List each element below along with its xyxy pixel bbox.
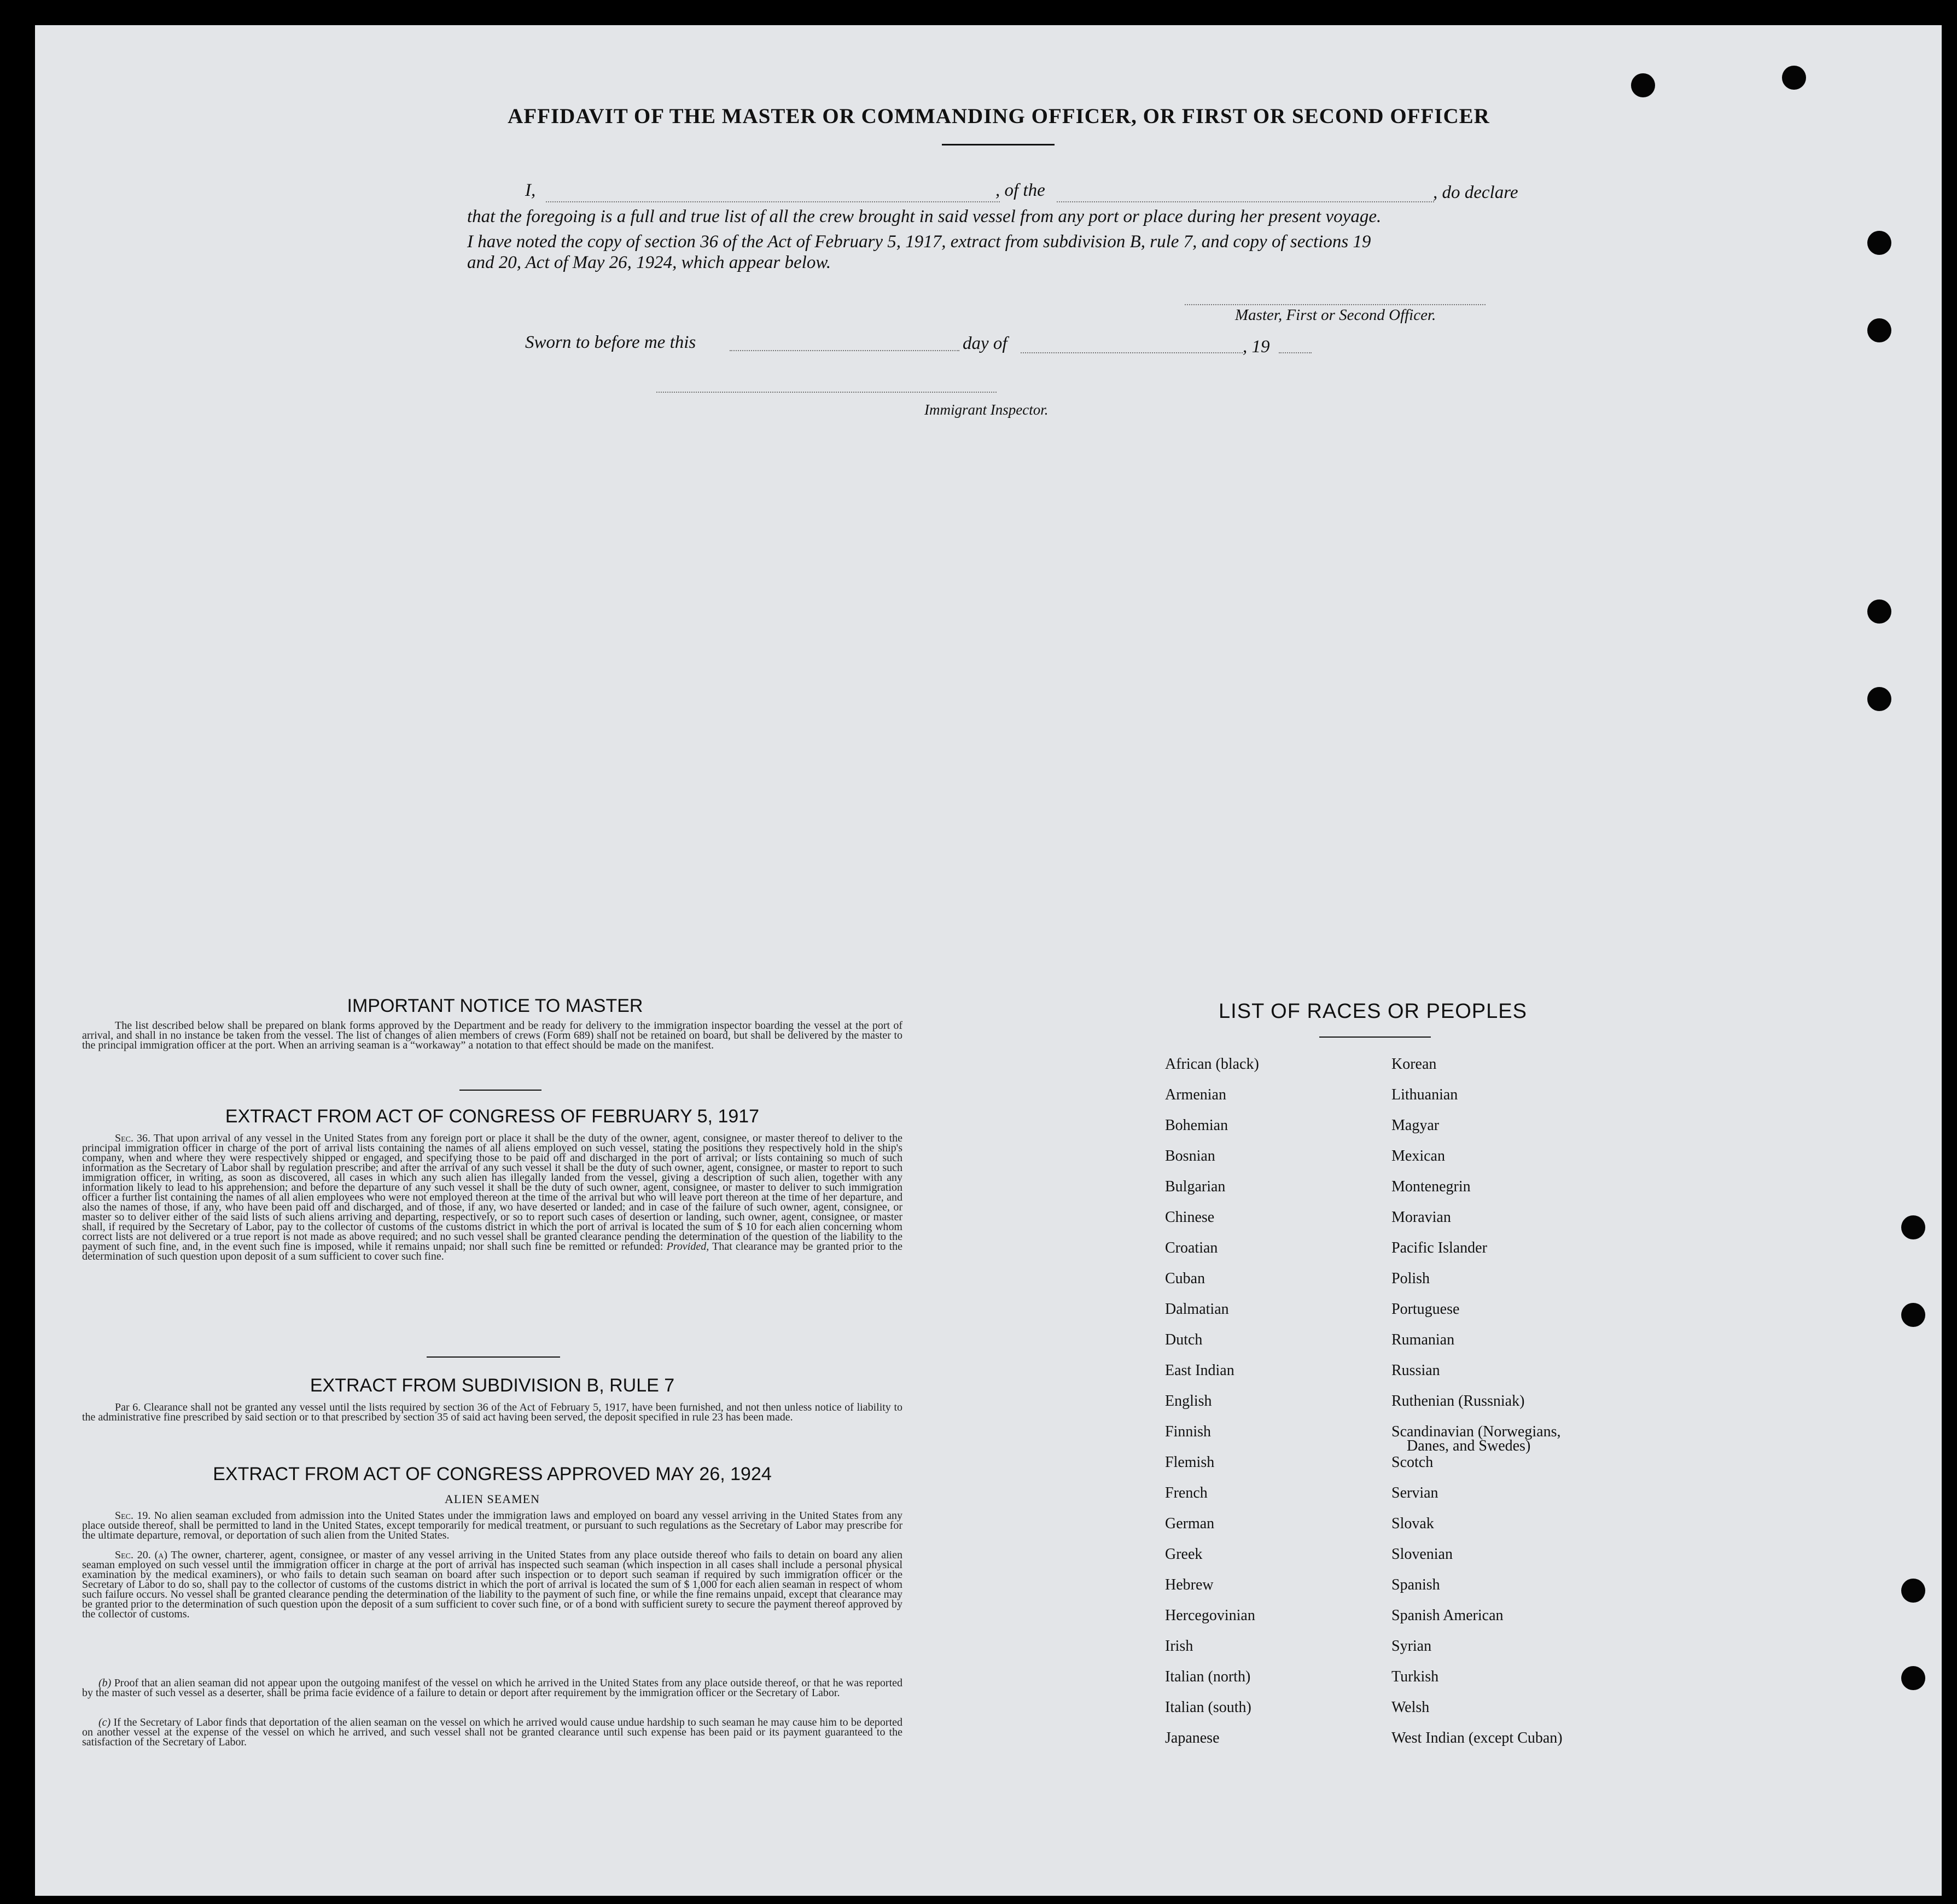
- race-scandinavian-continuation: Danes, and Swedes): [1407, 1437, 1531, 1454]
- race-list-item: East Indian: [1165, 1362, 1234, 1379]
- sec-20a-text: The owner, charterer, agent, consignee, or master of any vessel arriving in the United States from any place outside thereof who fails to detain on board any alien seaman employed on such vessel until the immigration officer in charge at the port of arrival has inspected such seaman (which inspection in all cases shall include a personal physical examination by the medical examiners), or who fails to detain such seaman on board after such inspection or to deport such seaman if required by such immigration officer or the Secretary of Labor to do so, shall pay to the collector of customs of the customs district in which the port of arrival is located the sum of $ 1,000 for each alien seaman in respect of whom such failure occurs. No vessel shall be granted clearance pending the determination of the liability to the payment of such fine, or while the fine remains unpaid, except that clearance may be granted prior to the determination of such question upon the deposit of a sum sufficient to cover such fine, or of a bond with sufficient surety to secure the payment thereof approved by the collector of customs.: [82, 1549, 902, 1620]
- race-list-item: Spanish American: [1391, 1607, 1504, 1624]
- affidavit-title: AFFIDAVIT OF THE MASTER OR COMMANDING OFFICER, OR FIRST OR SECOND OFFICER: [508, 104, 1490, 128]
- punch-hole: [1901, 1303, 1925, 1327]
- race-list-item: Turkish: [1391, 1668, 1439, 1685]
- race-list-item: Bosnian: [1165, 1148, 1215, 1164]
- race-list-item: Croatian: [1165, 1239, 1218, 1256]
- title-underline: [942, 144, 1055, 145]
- race-list-item: Korean: [1391, 1056, 1437, 1073]
- signature-line[interactable]: [1185, 304, 1486, 305]
- inspector-caption: Immigrant Inspector.: [924, 401, 1049, 418]
- punch-hole: [1867, 231, 1891, 255]
- race-list-item: Moravian: [1391, 1209, 1451, 1226]
- race-list-item: French: [1165, 1484, 1208, 1501]
- section-19: [82, 1511, 902, 1540]
- punch-hole: [1901, 1215, 1925, 1239]
- sec-20b-label: (b): [98, 1677, 112, 1689]
- race-list-item: West Indian (except Cuban): [1391, 1730, 1563, 1746]
- punch-hole: [1867, 687, 1891, 711]
- race-list-item: Portuguese: [1391, 1301, 1460, 1318]
- race-list-item: German: [1165, 1515, 1215, 1532]
- extract-1917-heading: EXTRACT FROM ACT OF CONGRESS OF FEBRUARY 5, 1917: [225, 1106, 760, 1127]
- notice-body: The list described below shall be prepared on blank forms approved by the Department and be ready for delivery to the immigration inspector boarding the vessel at the port of arrival, and shall in no instance be taken from the vessel. The list of changes of alien members of crews (Form 689) shall not be retained on board, but shall be delivered by the master to the principal immigration officer at the port. When an arriving seaman is a “workaway” a notation to that effect should be made on the manifest.: [82, 1020, 902, 1051]
- sworn-day-field-line[interactable]: [730, 350, 959, 351]
- race-list-item: Russian: [1391, 1362, 1440, 1379]
- notice-heading: IMPORTANT NOTICE TO MASTER: [347, 995, 643, 1016]
- race-list-item: Slovenian: [1391, 1546, 1453, 1563]
- punch-hole: [1782, 66, 1806, 90]
- declaration-line-4: and 20, Act of May 26, 1924, which appear below.: [467, 253, 831, 272]
- signature-caption: Master, First or Second Officer.: [1235, 306, 1436, 324]
- sec-20c-text: If the Secretary of Labor finds that deportation of the alien seaman on the vessel on which he arrived would cause undue hardship to such seaman he may cause him to be deported on another vessel at the expense of the vessel on which he arrived, and such vessel shall not be granted clearance until such expense has been paid or its payment guaranteed to the satisfaction of the Secretary of Labor.: [82, 1716, 903, 1748]
- race-list-item: Japanese: [1165, 1730, 1220, 1746]
- race-list-item: Greek: [1165, 1546, 1203, 1563]
- race-list-item: Servian: [1391, 1484, 1438, 1501]
- proviso-text: That clearance may be granted prior to the determination of such question upon deposit of a sum sufficient to cover such fine.: [82, 1241, 903, 1262]
- race-list-item: Chinese: [1165, 1209, 1215, 1226]
- race-list-item: Ruthenian (Russniak): [1391, 1393, 1525, 1410]
- race-list-item: Pacific Islander: [1391, 1239, 1487, 1256]
- race-list-item: Armenian: [1165, 1086, 1226, 1103]
- race-list-item: Montenegrin: [1391, 1178, 1471, 1195]
- year-field-line[interactable]: [1279, 352, 1312, 353]
- of-the-label: , of the: [995, 180, 1045, 200]
- sec-36-label: Sec. 36.: [115, 1132, 151, 1144]
- races-heading: LIST OF RACES OR PEOPLES: [1219, 1000, 1527, 1023]
- race-list-item: Cuban: [1165, 1270, 1205, 1287]
- race-list-item: English: [1165, 1393, 1212, 1410]
- race-list-item: Dalmatian: [1165, 1301, 1229, 1318]
- inspector-signature-line[interactable]: [656, 392, 997, 393]
- section-20a: [82, 1550, 902, 1619]
- race-list-item: Scotch: [1391, 1454, 1434, 1471]
- extract-1924-heading: EXTRACT FROM ACT OF CONGRESS APPROVED MAY 26, 1924: [213, 1464, 772, 1484]
- race-list-item: Italian (south): [1165, 1699, 1251, 1716]
- punch-hole: [1867, 599, 1891, 624]
- race-list-item: Polish: [1391, 1270, 1430, 1287]
- declaration-line-2: that the foregoing is a full and true list of all the crew brought in said vessel from any port or place during her present voyage.: [467, 207, 1382, 226]
- vessel-field-line[interactable]: [1057, 201, 1434, 202]
- race-list-item: Bohemian: [1165, 1117, 1228, 1134]
- race-list-item: Spanish: [1391, 1576, 1440, 1593]
- sworn-month-field-line[interactable]: [1021, 352, 1243, 353]
- race-list-item: Finnish: [1165, 1423, 1212, 1440]
- race-list-item: Welsh: [1391, 1699, 1430, 1716]
- punch-hole: [1631, 73, 1655, 97]
- punch-hole: [1901, 1666, 1925, 1690]
- race-list-item: Slovak: [1391, 1515, 1434, 1532]
- race-list-item: Italian (north): [1165, 1668, 1251, 1685]
- sec-20b-text: Proof that an alien seaman did not appear upon the outgoing manifest of the vessel on which he arrived in the United States from any place outside thereof, or that he was reported by the master of such vessel as a deserter, shall be prima facie evidence of a failure to detain or deport after requirement by the immigration officer or the Secretary of Labor.: [82, 1677, 902, 1699]
- i-label: I,: [525, 180, 536, 200]
- race-list-item: Mexican: [1391, 1148, 1445, 1164]
- race-list-item: Hercegovinian: [1165, 1607, 1255, 1624]
- divider: [427, 1356, 560, 1358]
- race-list-item: Syrian: [1391, 1638, 1432, 1655]
- sec-19-label: Sec. 19.: [115, 1510, 151, 1522]
- race-list-item: Magyar: [1391, 1117, 1440, 1134]
- alien-seamen-subheading: ALIEN SEAMEN: [445, 1492, 540, 1506]
- sec-36-text: That upon arrival of any vessel in the United States from any foreign port or place it shall be the duty of the owner, agent, consignee, or master thereof to deliver to the principal immigration officer in charge of the port of arrival lists containing the names of all aliens employed on such vessel, stating the positions they respectively hold in the ship's company, when and where they were respectively shipped or engaged, and specifying those to be paid off and discharged in the port of arrival; or lists containing so much of such information as the Secretary of Labor shall by regulation prescribe; and after the arrival of any such vessel it shall be the duty of such owner, agent, consignee, or master to report to such immigration officer, in writing, as soon as discovered, all cases in which any such alien has illegally landed from the vessel, giving a description of such alien, together with any information likely to lead to his apprehension; and before the departure of any such vessel it shall be the duty of such owner, agent, consignee, or master to deliver to such immigration officer a further list containing the names of all alien employees who were not employed thereon at the time of the arrival but who will leave port thereon at the time of her departure, and also the names of those, if any, who have been paid off and discharged, and of those, if any, wo have deserted or landed; and in case of the failure of such owner, agent, consignee, or master so to deliver either of the said lists of such aliens arriving and departing, respectively, or so to report such cases of desertion or landing, such owner, agent, consignee, or master shall, if required by the Secretary of Labor, pay to the collector of customs of the customs district in which the port of arrival is located the sum of $ 10 for each alien concerning whom correct lists are not delivered or a true report is not made as above required; and no such vessel shall be granted clearance pending the determination of the question of the liability to the payment of such fine, and, in the event such fine is imposed, while it remains unpaid; nor shall such fine be remitted or refunded:: [82, 1132, 903, 1253]
- sec-19-text: No alien seaman excluded from admission into the United States under the immigration laws and employed on board any vessel arriving in the United States from any place outside thereof, shall be permitted to land in the United States, except temporarily for medical treatment, or pursuant to such regulations as the Secretary of Labor may prescribe for the ultimate departure, removal, or deportation of such alien from the United States.: [82, 1510, 902, 1541]
- race-list-item: Rumanian: [1391, 1331, 1455, 1348]
- race-list-item: Bulgarian: [1165, 1178, 1226, 1195]
- sworn-label: Sworn to before me this: [525, 333, 696, 352]
- section-20c: [82, 1717, 902, 1747]
- proviso-label: Provided,: [666, 1241, 709, 1253]
- do-declare-label: , do declare: [1433, 183, 1518, 202]
- sec-20c-label: (c): [98, 1716, 111, 1728]
- extract-1917-body: [82, 1133, 902, 1261]
- rule7-heading: EXTRACT FROM SUBDIVISION B, RULE 7: [310, 1375, 675, 1396]
- race-list-item: African (black): [1165, 1056, 1259, 1073]
- race-list-item: Irish: [1165, 1638, 1193, 1655]
- rule7-body: Par 6. Clearance shall not be granted any vessel until the lists required by section 36 of the Act of February 5, 1917, have been furnished, and not then unless notice of liability to the administrative fine prescribed by said section or to that prescribed by section 35 of said act having been served, the deposit specified in rule 23 has been made.: [82, 1401, 902, 1423]
- race-list-item: Lithuanian: [1391, 1086, 1458, 1103]
- race-list-item: Hebrew: [1165, 1576, 1214, 1593]
- day-of-label: day of: [963, 334, 1007, 353]
- race-list-item: Scandinavian (Norwegians,: [1391, 1423, 1561, 1440]
- sec-20-label: Sec. 20. (a): [115, 1549, 167, 1561]
- punch-hole: [1901, 1579, 1925, 1603]
- declaration-line-3: I have noted the copy of section 36 of the Act of February 5, 1917, extract from subdivision B, rule 7, and copy of sections 19: [467, 232, 1371, 252]
- year-label: , 19: [1243, 337, 1270, 357]
- races-underline: [1319, 1037, 1431, 1038]
- race-list-item: Dutch: [1165, 1331, 1203, 1348]
- divider: [459, 1090, 541, 1091]
- name-field-line[interactable]: [546, 201, 1000, 202]
- punch-hole: [1867, 318, 1891, 342]
- race-list-item: Flemish: [1165, 1454, 1215, 1471]
- section-20b: [82, 1678, 902, 1698]
